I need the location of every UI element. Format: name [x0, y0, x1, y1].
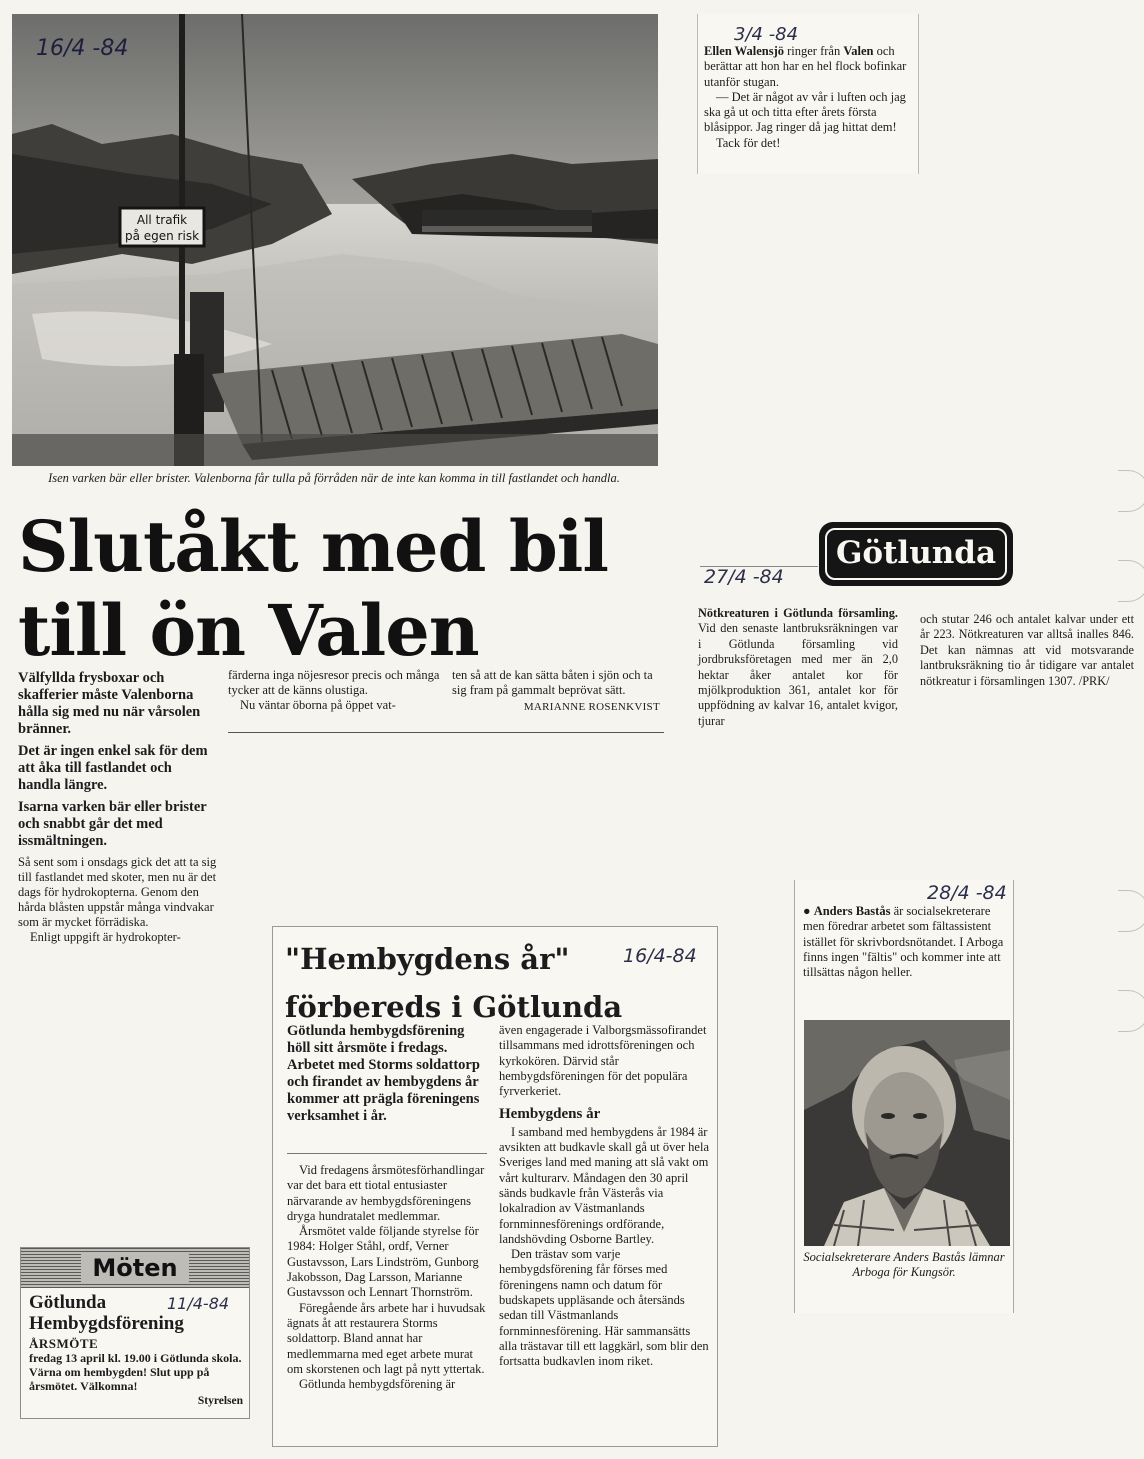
- banner-label: Möten: [81, 1252, 189, 1284]
- moten-banner: [21, 1248, 249, 1288]
- valen-photo: [12, 14, 658, 466]
- clipping-anders-bastas: [794, 880, 1014, 1313]
- photo-caption: Isen varken bär eller brister. Valenborna får tulla på förråden när de inte kan komma in till fastlandet och handla.: [48, 471, 620, 485]
- person-name: Ellen Walensjö: [704, 44, 784, 58]
- lead-paragraph: Götlunda hembygdsförening höll sitt årsmöte i fredags. Arbetet med Storms soldattorp och firandet av hembygdens år kommer att prägla föreningens verksamhet i år.: [287, 1023, 480, 1124]
- sign-line: All trafik: [136, 213, 188, 227]
- body-paragraph: I samband med hembygdens år 1984 är avsikten att budkavle skall gå ut över hela Sveriges land med maning att slå vakt om vårt kulturarv. Måndagen den 30 april sänds budkavle från Västerås via lokalradion av Västmanlands fornminnesförenings ordförande, landshövding Osborne Bartley.: [499, 1124, 710, 1246]
- date-note-valen: 16/4 -84: [36, 36, 129, 61]
- body-text: Vid den senaste lantbruksräkningen var i Götlunda församling vid jordbruksföretagen med mer än 2,0 hektar åker antalet kor för mjölkproduktion 361, antalet kor för uppfödning av kalvar 16, antalet kvigor, tjurar: [698, 621, 898, 728]
- clipping-ellen: [697, 14, 919, 174]
- meeting-details: fredag 13 april kl. 19.00 i Götlunda skola. Värna om hembygden! Slut upp på årsmötet. Välkomna!: [29, 1351, 242, 1393]
- body-paragraph: Vid fredagens årsmötesförhandlingar var det bara ett tiotal entusiaster närvarande av hembygdsföreningens dryga hundratalet medlemmar.: [287, 1163, 485, 1223]
- body-paragraph: Så sent som i onsdags gick det att ta sig till fastlandet med skoter, men nu är det dags för hydrokopterna. Genom den hårda blåsten uppstår många vindvakar som är mycket förrädiska.: [18, 855, 217, 929]
- body-paragraph: ten så att de kan sätta båten i sjön och ta sig fram på gammalt beprövat sätt.: [452, 668, 653, 697]
- date-note-hembygd: 16/4-84: [623, 945, 697, 967]
- portrait-image: [804, 1020, 1010, 1246]
- body-text: och berättar att hon har en hel flock bofinkar utanför stugan.: [704, 44, 907, 89]
- anders-text: [803, 904, 1007, 980]
- body-text: är socialsekreterare men föredrar arbetet som fältassistent istället för skrivbordsnötandet. I Arboga finns ingen "fältis" och kommer inte att tillsättas någon heller.: [803, 904, 1004, 980]
- headline-line: "Hembygdens år": [285, 942, 570, 976]
- body-paragraph: Enligt uppgift är hydrokopter-: [30, 930, 181, 944]
- badge-label: Götlunda: [825, 528, 1007, 580]
- photo-caption: Socialsekreterare Anders Bastås lämnar Arboga för Kungsör.: [803, 1250, 1005, 1279]
- clipping-hembygdens-ar: [272, 926, 718, 1447]
- lead-paragraph: Det är ingen enkel sak för dem att åka till fastlandet och handla längre.: [18, 743, 208, 793]
- article-column-1: [287, 1163, 487, 1392]
- lead-paragraph: Isarna varken bär eller brister och snabbt går det med issmältningen.: [18, 799, 207, 849]
- article-column-3: [452, 668, 660, 715]
- headline: Slutåkt med bil till ön Valen: [18, 505, 608, 672]
- binder-hole: [1118, 990, 1144, 1032]
- subheading: Hembygdens år: [499, 1106, 601, 1123]
- body-paragraph: färderna inga nöjesresor precis och många tycker att de känns olustiga.: [228, 668, 440, 697]
- body-paragraph: Nu väntar öborna på öppet vat-: [240, 698, 396, 712]
- body-paragraph: även engagerade i Valborgsmässofirandet tillsammans med idrottsföreningen och kyrkokören. Därvid står hembygdsföreningen för det populära fyrverkeriet.: [499, 1023, 707, 1099]
- binder-hole: [1118, 470, 1144, 512]
- gotlunda-badge: [819, 522, 1013, 586]
- body-paragraph: Den trästav som varje hembygdsförening får förses med föreningens namn och datum för budskapets uppläsande och återsänds sedan till Västmanlands fornminnesförening. Här sammansätts alla trästavar till ett laggkärl, som blir den fortsatta budkavlen inom riket.: [499, 1247, 709, 1369]
- body-text: ringer från: [787, 44, 841, 58]
- place-name: Valen: [843, 44, 874, 58]
- thanks: Tack för det!: [716, 135, 781, 150]
- date-note-ellen: 3/4 -84: [734, 24, 799, 45]
- signature: Styrelsen: [197, 1395, 243, 1407]
- notkreatur-column-2: och stutar 246 och antalet kalvar under ett år 223. Nötkreaturen var alltså inalles 846. Det kan nämnas att vid motsvarande lantbruksräkning tio år tidigare var antalet nötkreatur i församlingen 1307. /PRK/: [920, 612, 1134, 688]
- meeting-title: ÅRSMÖTE: [29, 1336, 99, 1351]
- body-paragraph: Årsmötet valde följande styrelse för 1984: Holger Ståhl, ordf, Verner Gustavsson, Lars Lindström, Gunborg Jakobsson, Dag Larsson, Marianne Gustavsson och Lennart Thornström.: [287, 1224, 479, 1300]
- binder-hole: [1118, 560, 1144, 602]
- byline: MARIANNE ROSENKVIST: [523, 701, 660, 713]
- lead-paragraph: Välfyllda frysboxar och skafferier måste Valenborna hålla sig med nu när vårsolen bränner.: [18, 670, 201, 737]
- lead-text: Nötkreaturen i Götlunda församling.: [698, 606, 898, 620]
- clipping-moten: [20, 1247, 250, 1419]
- notkreatur-column-1: [698, 606, 898, 729]
- portrait-photo: [804, 1020, 1010, 1246]
- body-paragraph: Götlunda hembygdsförening är: [299, 1377, 456, 1392]
- ellen-text: [704, 44, 912, 151]
- binder-hole: [1118, 890, 1144, 932]
- body-paragraph: Föregående års arbete har i huvudsak ägnats åt att restaurera Storms soldattorp. Bland annat har medlemmarna med eget arbete murat om skorstenen och lagt på nytt yttertak.: [287, 1300, 486, 1376]
- quote: — Det är något av vår i luften och jag ska gå ut och titta efter årets första blåsippor. Jag ringer då jag hittat dem!: [704, 89, 906, 135]
- date-note-moten: 11/4-84: [167, 1294, 230, 1313]
- rule: [287, 1153, 487, 1154]
- article-column-1: [18, 670, 218, 945]
- valen-photo-image: [12, 14, 658, 466]
- rule: [228, 732, 664, 733]
- article-column-2: [228, 668, 440, 713]
- headline-line: förbereds i Götlunda: [285, 990, 623, 1024]
- bullet-icon: ●: [803, 904, 811, 918]
- date-note-anders: 28/4 -84: [927, 882, 1007, 904]
- article-column-2: [499, 1023, 709, 1370]
- date-note-notkreatur: 27/4 -84: [704, 566, 784, 588]
- sign-line: på egen risk: [124, 229, 200, 243]
- person-name: Anders Bastås: [813, 904, 891, 918]
- organization-name: Götlunda Hembygdsförening: [29, 1292, 184, 1334]
